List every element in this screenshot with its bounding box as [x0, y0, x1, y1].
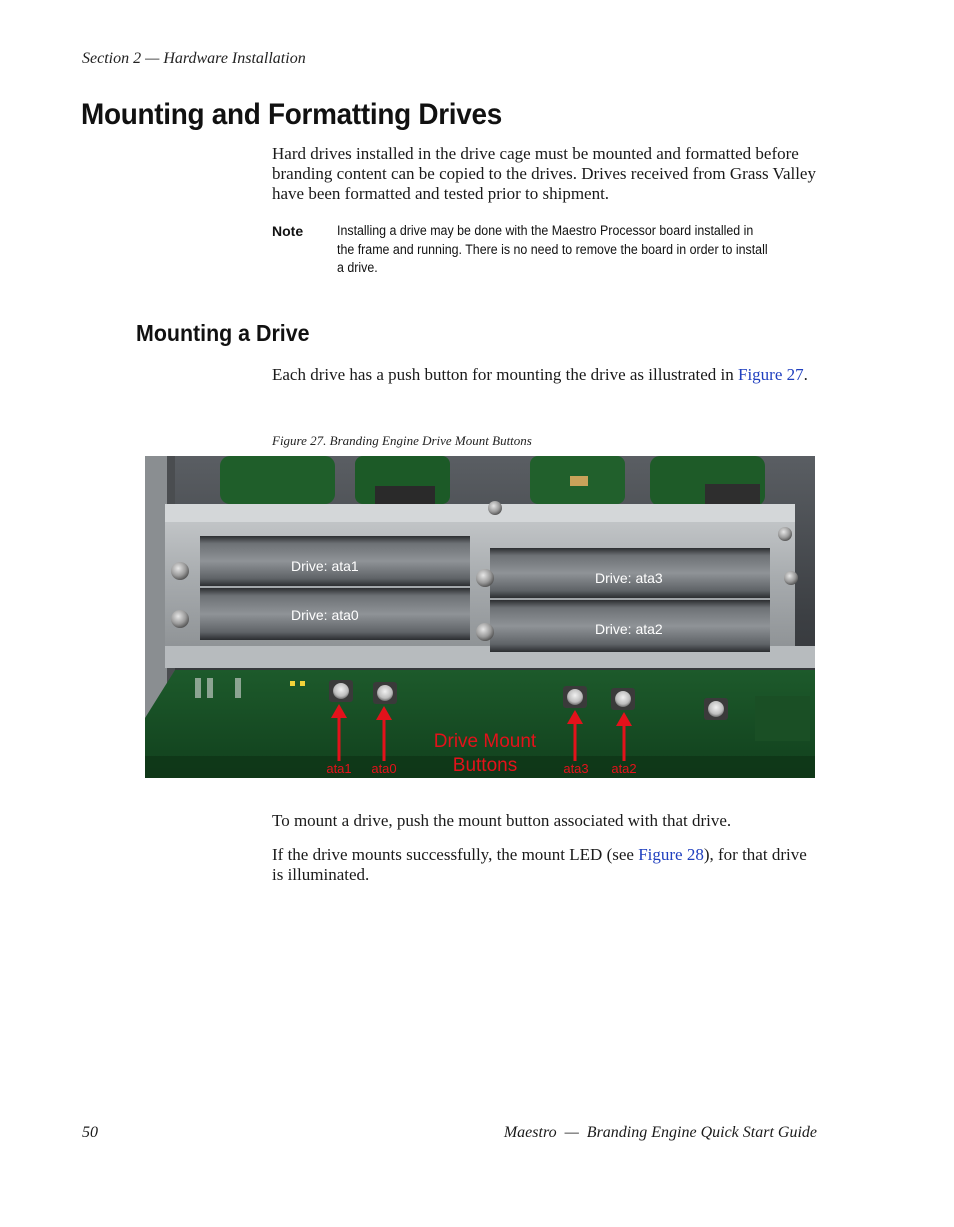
- running-header: Section 2 — Hardware Installation: [82, 50, 306, 67]
- led-paragraph-text: If the drive mounts successfully, the mount LED (see: [272, 845, 639, 864]
- button-label-ata1: ata1: [326, 761, 352, 776]
- callout-line-1: Drive Mount: [433, 731, 537, 752]
- drive-label-ata1: Drive: ata1: [291, 558, 359, 574]
- footer-guide-title: Maestro — Branding Engine Quick Start Guide: [503, 1124, 817, 1141]
- mount-instruction: To mount a drive, push the mount button associated with that drive.: [272, 811, 732, 830]
- button-label-ata3: ata3: [563, 761, 589, 776]
- note-label: Note: [272, 223, 304, 239]
- subsection-title: Mounting a Drive: [136, 320, 310, 346]
- drive-label-ata3: Drive: ata3: [595, 570, 663, 586]
- note-text: Installing a drive may be done with the Maestro Processor board installed in the frame and running. There is no need to remove the board in order to install a drive.: [337, 223, 768, 275]
- intro-paragraph: Hard drives installed in the drive cage must be mounted and formatted before branding content can be copied to the drives. Drives received from Grass Valley have been formatted and tested prior to shipment.: [272, 144, 816, 203]
- mounting-paragraph-end: .: [803, 365, 808, 384]
- button-label-ata2: ata2: [611, 761, 637, 776]
- page-number: 50: [82, 1124, 98, 1141]
- drive-mount-illustration: [145, 456, 815, 778]
- callout-line-2: Buttons: [452, 755, 518, 776]
- led-paragraph-end: ), for that drive is illuminated.: [272, 845, 807, 884]
- page-title: Mounting and Formatting Drives: [81, 98, 502, 131]
- drive-label-ata2: Drive: ata2: [595, 621, 663, 637]
- drive-mount-photo: [145, 456, 815, 778]
- figure-caption: Figure 27. Branding Engine Drive Mount Buttons: [272, 433, 532, 448]
- mounting-paragraph-text: Each drive has a push button for mounting the drive as illustrated in: [272, 365, 738, 384]
- figure-27-link[interactable]: Figure 27: [737, 365, 804, 384]
- mounting-paragraph: [272, 365, 817, 385]
- button-label-ata0: ata0: [371, 761, 397, 776]
- led-paragraph: [272, 845, 817, 885]
- figure-28-link[interactable]: Figure 28: [638, 845, 704, 864]
- drive-label-ata0: Drive: ata0: [291, 607, 359, 623]
